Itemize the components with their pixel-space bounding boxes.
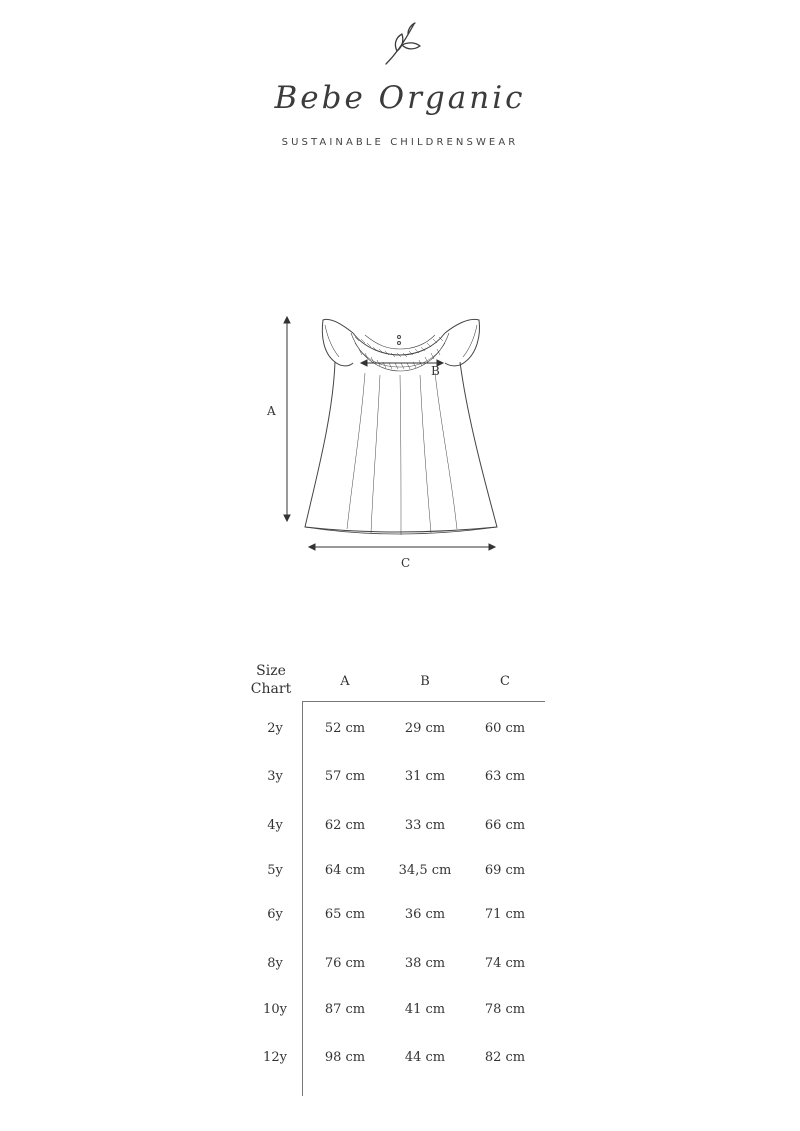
value-b-cell: 33 cm xyxy=(404,818,446,833)
value-c-cell: 74 cm xyxy=(484,956,526,971)
left-sleeve xyxy=(322,319,353,366)
value-b-cell: 34,5 cm xyxy=(398,863,452,878)
table-row xyxy=(240,818,560,838)
table-row xyxy=(240,863,560,883)
size-cell: 6y xyxy=(267,907,283,922)
size-chart-title: Size Chart xyxy=(250,663,292,697)
size-cell: 5y xyxy=(267,863,283,878)
value-a-cell: 87 cm xyxy=(324,1002,366,1017)
table-row xyxy=(240,769,560,789)
size-cell: 8y xyxy=(267,956,283,971)
size-cell: 10y xyxy=(263,1002,287,1017)
table-row xyxy=(240,721,560,741)
value-c-cell: 82 cm xyxy=(484,1050,526,1065)
value-b-cell: 36 cm xyxy=(404,907,446,922)
brand-name: Bebe Organic xyxy=(274,80,526,116)
value-c-cell: 63 cm xyxy=(484,769,526,784)
brand-tagline: SUSTAINABLE CHILDRENSWEAR xyxy=(281,137,519,148)
value-b-cell: 31 cm xyxy=(404,769,446,784)
header-divider xyxy=(302,701,545,702)
value-c-cell: 78 cm xyxy=(484,1002,526,1017)
value-c-cell: 71 cm xyxy=(484,907,526,922)
measurement-a-label: A xyxy=(267,404,276,418)
right-sleeve xyxy=(445,319,479,366)
value-c-cell: 69 cm xyxy=(484,863,526,878)
size-cell: 2y xyxy=(267,721,283,736)
table-row xyxy=(240,956,560,976)
dress-measurement-diagram xyxy=(255,305,515,580)
leaf-sprig-icon xyxy=(380,18,424,68)
size-column-divider xyxy=(302,701,303,1096)
value-a-cell: 76 cm xyxy=(324,956,366,971)
value-a-cell: 65 cm xyxy=(324,907,366,922)
value-b-cell: 29 cm xyxy=(404,721,446,736)
size-chart-table xyxy=(240,662,560,1102)
measurement-b-label: B xyxy=(431,364,440,378)
table-row xyxy=(240,907,560,927)
value-a-cell: 52 cm xyxy=(324,721,366,736)
value-b-cell: 41 cm xyxy=(404,1002,446,1017)
value-a-cell: 98 cm xyxy=(324,1050,366,1065)
value-b-cell: 38 cm xyxy=(404,956,446,971)
value-b-cell: 44 cm xyxy=(404,1050,446,1065)
value-c-cell: 66 cm xyxy=(484,818,526,833)
column-header-a: A xyxy=(340,674,350,689)
table-row xyxy=(240,1050,560,1070)
value-a-cell: 62 cm xyxy=(324,818,366,833)
table-row xyxy=(240,1002,560,1022)
value-a-cell: 57 cm xyxy=(324,769,366,784)
size-cell: 4y xyxy=(267,818,283,833)
value-c-cell: 60 cm xyxy=(484,721,526,736)
measurement-c-label: C xyxy=(401,556,411,570)
column-header-b: B xyxy=(420,674,430,689)
measurement-a-arrow xyxy=(284,317,290,521)
measurement-c-arrow xyxy=(309,544,495,550)
value-a-cell: 64 cm xyxy=(324,863,366,878)
size-cell: 12y xyxy=(263,1050,287,1065)
size-cell: 3y xyxy=(267,769,283,784)
column-header-c: C xyxy=(500,674,510,689)
